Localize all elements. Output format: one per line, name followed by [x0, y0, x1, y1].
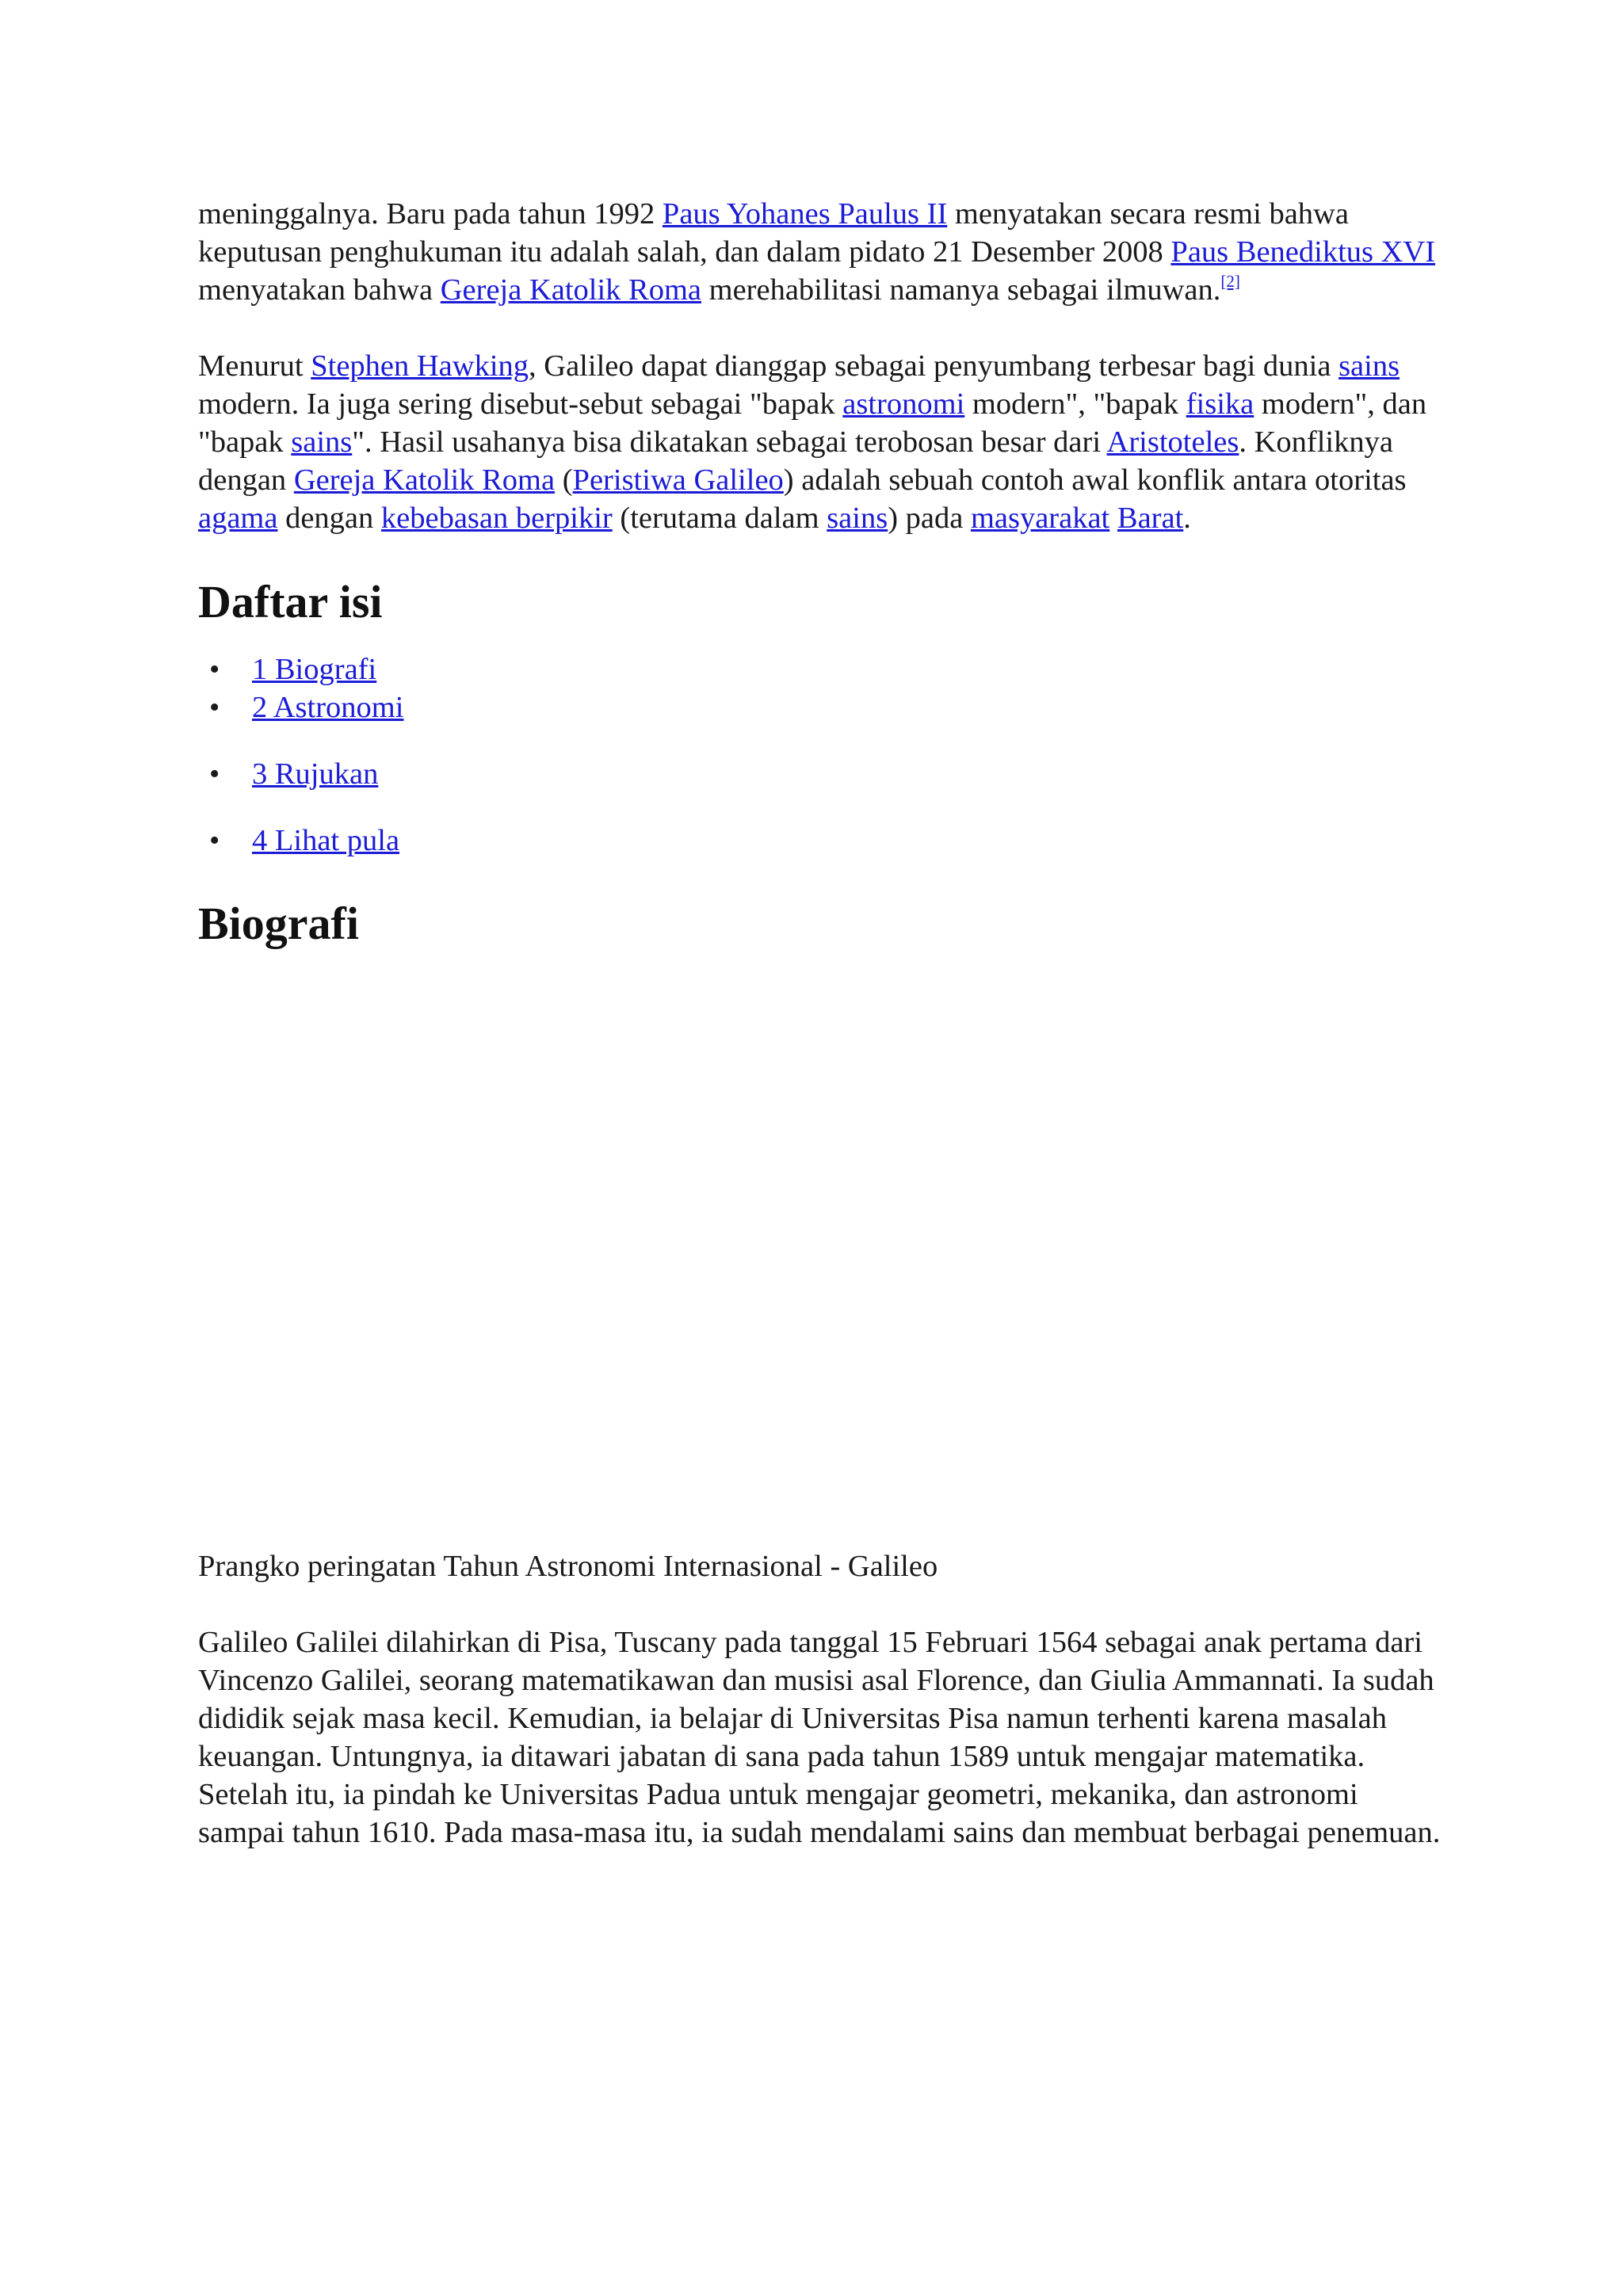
link-fisika[interactable]: fisika — [1186, 387, 1254, 421]
toc-item — [209, 755, 1442, 793]
link-paus-yohanes-paulus-ii[interactable]: Paus Yohanes Paulus II — [662, 197, 948, 231]
bullet-icon: • — [209, 691, 220, 724]
image-caption: Prangko peringatan Tahun Astronomi Internasional - Galileo — [198, 1550, 938, 1583]
text-run: menyatakan secara resmi bahwa keputusan penghukuman itu adalah salah, dan dalam pidato 21 Desember 2008 — [198, 197, 1349, 269]
link-gereja-katolik-roma-2[interactable]: Gereja Katolik Roma — [293, 463, 556, 497]
link-aristoteles[interactable]: Aristoteles — [1106, 425, 1239, 459]
text-run: . Konfliknya dengan — [198, 425, 1393, 497]
document-page — [198, 195, 1442, 1852]
table-of-contents — [198, 650, 1442, 860]
toc-link-biografi[interactable]: 1 Biografi — [252, 653, 377, 686]
biografi-paragraph: Galileo Galilei dilahirkan di Pisa, Tuscany pada tanggal 15 Februari 1564 sebagai anak pertama dari Vincenzo Galilei, seorang matematikawan dan musisi asal Florence, dan Giulia Ammannati. Ia sudah dididik sejak masa kecil. Kemudian, ia belajar di Universitas Pisa namun terhenti karena masalah keuangan. Untungnya, ia ditawari jabatan di sana pada tahun 1589 untuk mengajar matematika. Setelah itu, ia pindah ke Universitas Padua untuk mengajar geometri, mekanika, dan astronomi sampai tahun 1610. Pada masa-masa itu, ia sudah mendalami sains dan membuat berbagai penemuan. — [198, 1626, 1441, 1849]
link-sains-2[interactable]: sains — [291, 425, 353, 459]
text-run: dengan — [277, 502, 381, 535]
intro-paragraph-2 — [198, 347, 1442, 537]
link-sains[interactable]: sains — [1338, 349, 1400, 383]
link-gereja-katolik-roma[interactable]: Gereja Katolik Roma — [440, 273, 702, 307]
toc-heading: Daftar isi — [198, 576, 383, 627]
toc-link-rujukan[interactable]: 3 Rujukan — [252, 757, 379, 791]
stamp-image-placeholder — [198, 952, 1442, 1547]
toc-link-astronomi[interactable]: 2 Astronomi — [252, 691, 404, 724]
toc-item — [209, 822, 1442, 860]
link-paus-benediktus-xvi[interactable]: Paus Benediktus XVI — [1170, 235, 1436, 269]
link-astronomi[interactable]: astronomi — [842, 387, 965, 421]
text-run: merehabilitasi namanya sebagai ilmuwan. — [701, 273, 1221, 307]
toc-item — [209, 688, 1442, 727]
text-run: ) pada — [888, 502, 971, 535]
text-run: Menurut — [198, 349, 311, 383]
text-run: (terutama dalam — [612, 502, 827, 535]
text-run: meninggalnya. Baru pada tahun 1992 — [198, 197, 663, 231]
toc-link-lihat-pula[interactable]: 4 Lihat pula — [252, 824, 400, 857]
link-barat[interactable]: Barat — [1117, 502, 1184, 535]
text-run — [1109, 502, 1117, 535]
link-kebebasan-berpikir[interactable]: kebebasan berpikir — [380, 502, 613, 535]
text-run: ". Hasil usahanya bisa dikatakan sebagai terobosan besar dari — [352, 425, 1107, 459]
toc-item — [209, 650, 1442, 688]
text-run: , Galileo dapat dianggap sebagai penyumbang terbesar bagi dunia — [529, 349, 1339, 383]
link-stephen-hawking[interactable]: Stephen Hawking — [311, 349, 529, 383]
intro-paragraph-1 — [198, 195, 1442, 309]
bullet-icon: • — [209, 757, 220, 791]
text-run: ( — [555, 463, 573, 497]
text-run: modern. Ia juga sering disebut-sebut sebagai "bapak — [198, 387, 843, 421]
link-agama[interactable]: agama — [198, 502, 278, 535]
text-run: . — [1183, 502, 1191, 535]
text-run: ) adalah sebuah contoh awal konflik antara otoritas — [783, 463, 1407, 497]
link-masyarakat[interactable]: masyarakat — [970, 502, 1110, 535]
bullet-icon: • — [209, 653, 220, 686]
bullet-icon: • — [209, 824, 220, 857]
text-run: modern", dan "bapak — [198, 387, 1427, 459]
link-peristiwa-galileo[interactable]: Peristiwa Galileo — [572, 463, 784, 497]
biografi-heading: Biografi — [198, 898, 359, 949]
text-run: modern", "bapak — [964, 387, 1186, 421]
text-run: menyatakan bahwa — [198, 273, 441, 307]
link-sains-3[interactable]: sains — [827, 502, 888, 535]
reference-link-2[interactable]: [2] — [1220, 272, 1240, 291]
